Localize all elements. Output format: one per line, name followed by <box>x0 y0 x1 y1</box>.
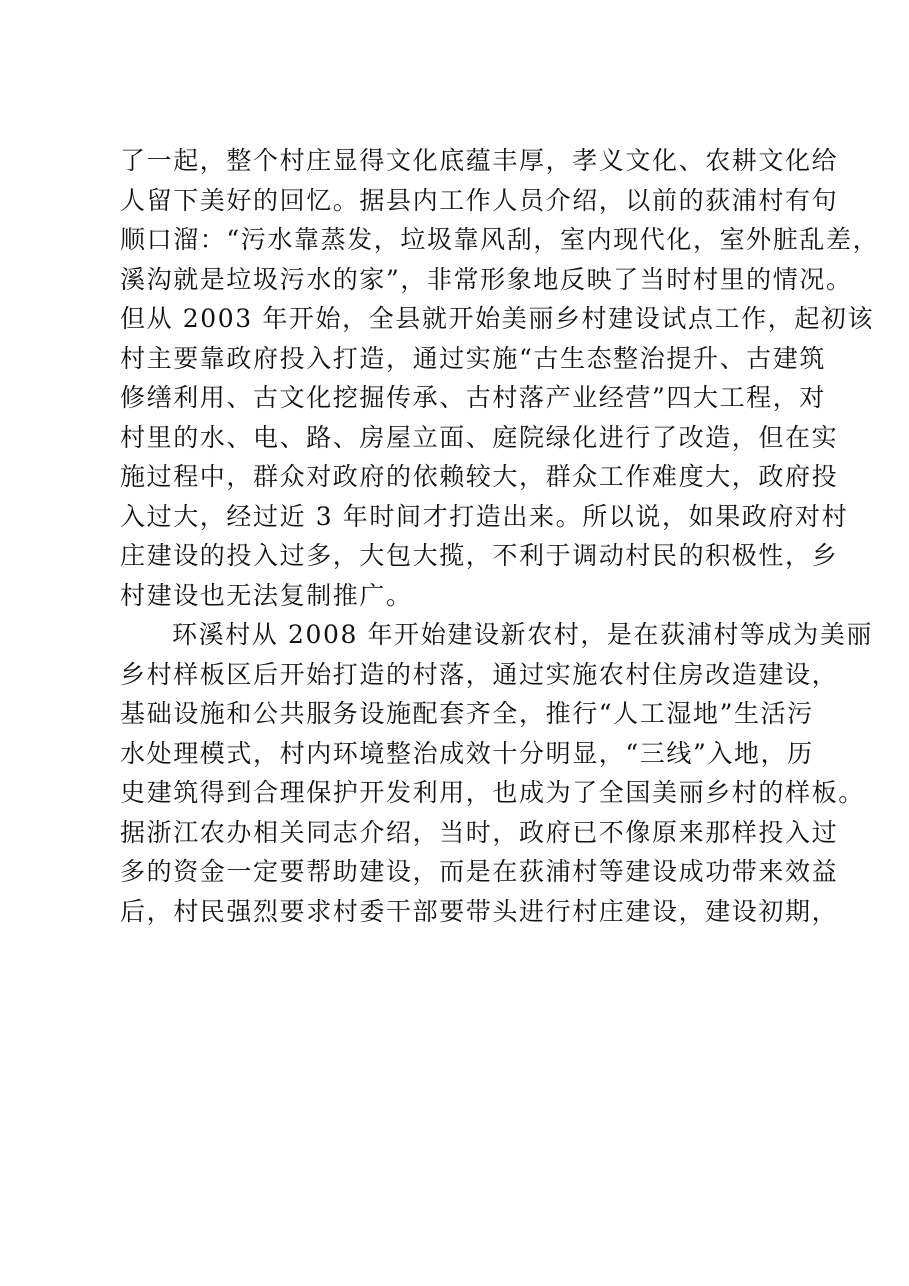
paragraph-2 <box>120 615 873 931</box>
text-line: 村主要靠政府投入打造，通过实施“古生态整治提升、古建筑 <box>120 343 826 373</box>
text-line: 了一起，整个村庄显得文化底蕴丰厚，孝义文化、农耕文化给 <box>120 146 839 175</box>
text-line: 村里的水、电、路、房屋立面、庭院绿化进行了改造，但在实 <box>120 422 839 452</box>
text-line: 村建设也无法复制推广。 <box>120 580 413 610</box>
text-line: 后，村民强烈要求村委干部要带头进行村庄建设，建设初期， <box>120 896 839 926</box>
text-line: 庄建设的投入过多，大包大揽，不利于调动村民的积极性，乡 <box>120 541 839 570</box>
text-line: 人留下美好的回忆。据县内工作人员介绍，以前的荻浦村有句 <box>120 185 839 215</box>
text-line: 施过程中，群众对政府的依赖较大，群众工作难度大，政府投 <box>120 462 839 491</box>
text-line: 顺口溜：“污水靠蒸发，垃圾靠风刮，室内现代化，室外脏乱差， <box>120 225 880 254</box>
text-line: 据浙江农办相关同志介绍，当时，政府已不像原来那样投入过 <box>120 817 839 847</box>
text-line: 修缮利用、古文化挖掘传承、古村落产业经营”四大工程，对 <box>120 383 826 412</box>
text-line: 基础设施和公共服务设施配套齐全，推行“人工湿地”生活污 <box>120 699 814 728</box>
text-line: 环溪村从 2008 年开始建设新农村，是在荻浦村等成为美丽 <box>172 620 873 649</box>
text-line: 史建筑得到合理保护开发利用，也成为了全国美丽乡村的样板。 <box>120 778 865 807</box>
text-line: 乡村样板区后开始打造的村落，通过实施农村住房改造建设， <box>120 659 839 689</box>
text-line: 水处理模式，村内环境整治成效十分明显，“三线”入地，历 <box>120 738 814 768</box>
text-line: 多的资金一定要帮助建设，而是在荻浦村等建设成功带来效益 <box>120 857 839 886</box>
paragraph-1 <box>120 141 880 615</box>
text-line: 入过大，经过近 3 年时间才打造出来。所以说，如果政府对村 <box>120 501 849 531</box>
text-line: 但从 2003 年开始，全县就开始美丽乡村建设试点工作，起初该 <box>120 304 875 333</box>
body-text <box>120 141 880 931</box>
text-line: 溪沟就是垃圾污水的家”，非常形象地反映了当时村里的情况。 <box>120 264 853 294</box>
